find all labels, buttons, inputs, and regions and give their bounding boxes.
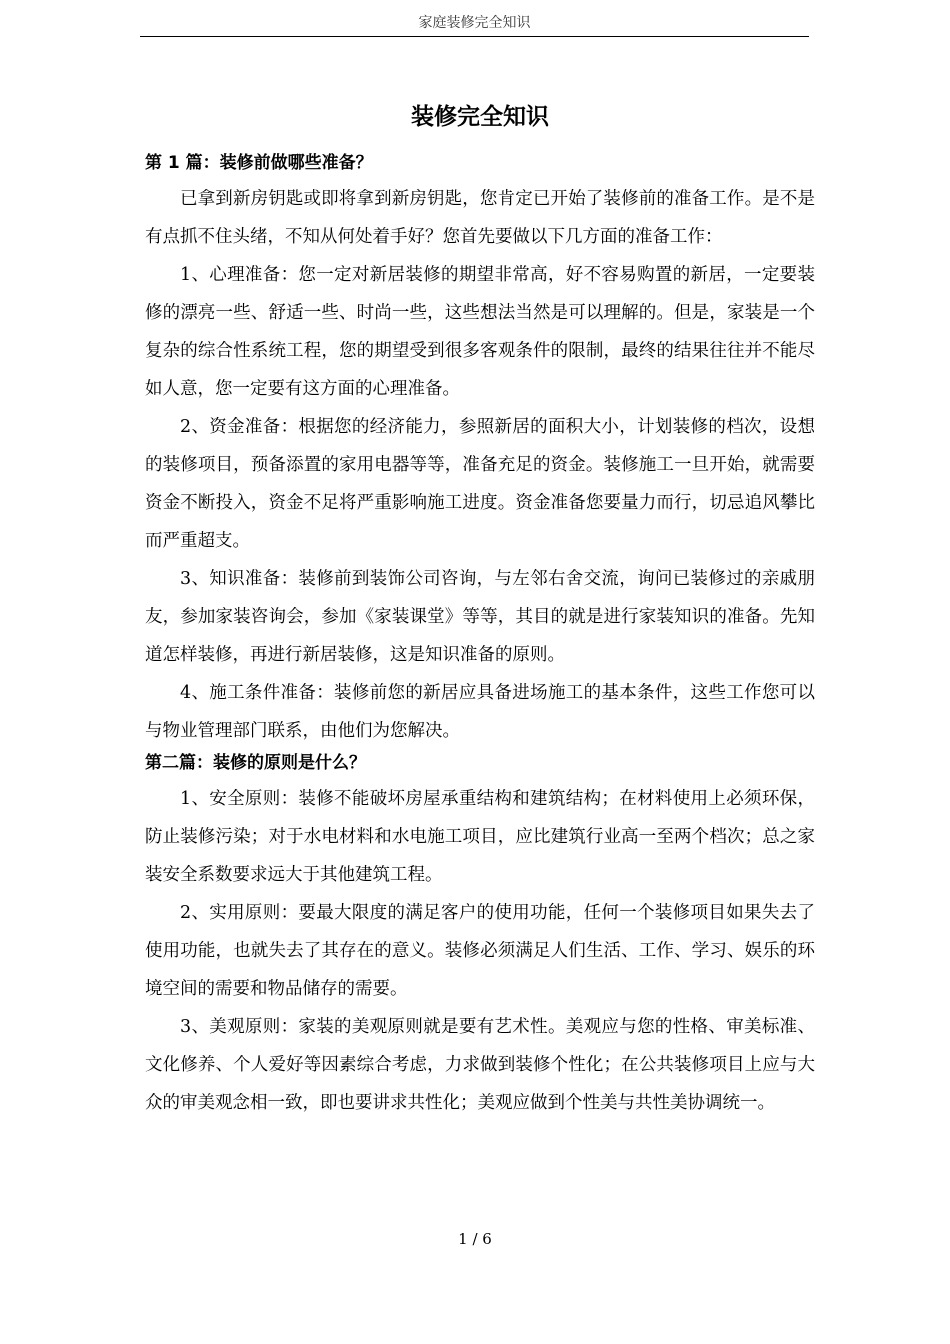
section-heading: 第 1 篇：装修前做哪些准备？ bbox=[145, 153, 373, 173]
paragraph: 4、施工条件准备：装修前您的新居应具备进场施工的基本条件，这些工作您可以与物业管理部门联系，由他们为您解决。 bbox=[145, 683, 815, 741]
document-title: 装修完全知识 bbox=[411, 104, 549, 130]
paragraph: 1、心理准备：您一定对新居装修的期望非常高，好不容易购置的新居，一定要装修的漂亮一些、舒适一些、时尚一些，这些想法当然是可以理解的。但是，家装是一个复杂的综合性系统工程，您的期望受到很多客观条件的限制，最终的结果往往并不能尽如人意，您一定要有这方面的心理准备。 bbox=[145, 265, 815, 399]
section-2 bbox=[145, 750, 815, 1122]
running-header: 家庭装修完全知识 bbox=[140, 12, 809, 37]
paragraph: 1、安全原则：装修不能破坏房屋承重结构和建筑结构；在材料使用上必须环保，防止装修污染；对于水电材料和水电施工项目，应比建筑行业高一至两个档次；总之家装安全系数要求远大于其他建筑工程。 bbox=[145, 789, 815, 885]
paragraph: 3、知识准备：装修前到装饰公司咨询，与左邻右舍交流，询问已装修过的亲戚朋友，参加家装咨询会，参加《家装课堂》等等，其目的就是进行家装知识的准备。先知道怎样装修，再进行新居装修，这是知识准备的原则。 bbox=[145, 569, 815, 665]
document-body bbox=[145, 100, 815, 1122]
section-heading: 第二篇：装修的原则是什么？ bbox=[145, 753, 366, 773]
paragraph: 2、资金准备：根据您的经济能力，参照新居的面积大小，计划装修的档次，设想的装修项目，预备添置的家用电器等等，准备充足的资金。装修施工一旦开始，就需要资金不断投入，资金不足将严重影响施工进度。资金准备您要量力而行，切忌追风攀比而严重超支。 bbox=[145, 417, 815, 551]
paragraph: 2、实用原则：要最大限度的满足客户的使用功能，任何一个装修项目如果失去了使用功能，也就失去了其存在的意义。装修必须满足人们生活、工作、学习、娱乐的环境空间的需要和物品储存的需要。 bbox=[145, 903, 815, 999]
page-number: 1 / 6 bbox=[458, 1230, 492, 1248]
paragraph: 3、美观原则：家装的美观原则就是要有艺术性。美观应与您的性格、审美标准、文化修养、个人爱好等因素综合考虑，力求做到装修个性化；在公共装修项目上应与大众的审美观念相一致，即也要讲求共性化；美观应做到个性美与共性美协调统一。 bbox=[145, 1017, 815, 1113]
paragraph: 已拿到新房钥匙或即将拿到新房钥匙，您肯定已开始了装修前的准备工作。是不是有点抓不住头绪，不知从何处着手好？您首先要做以下几方面的准备工作： bbox=[145, 189, 815, 247]
section-1 bbox=[145, 150, 815, 750]
